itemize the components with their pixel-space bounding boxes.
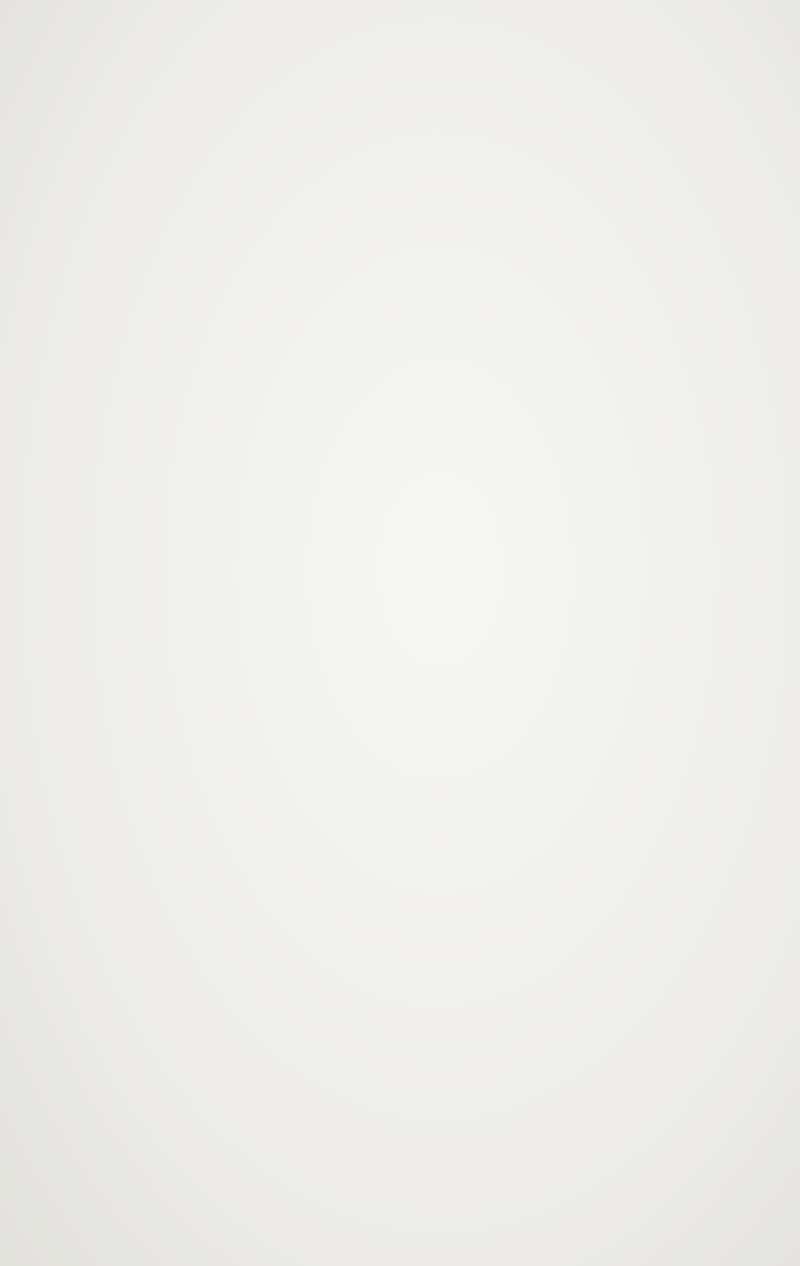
body-text: [30, 110, 710, 150]
section-heading-fissures: [30, 128, 710, 150]
page-footer: [30, 1222, 710, 1246]
